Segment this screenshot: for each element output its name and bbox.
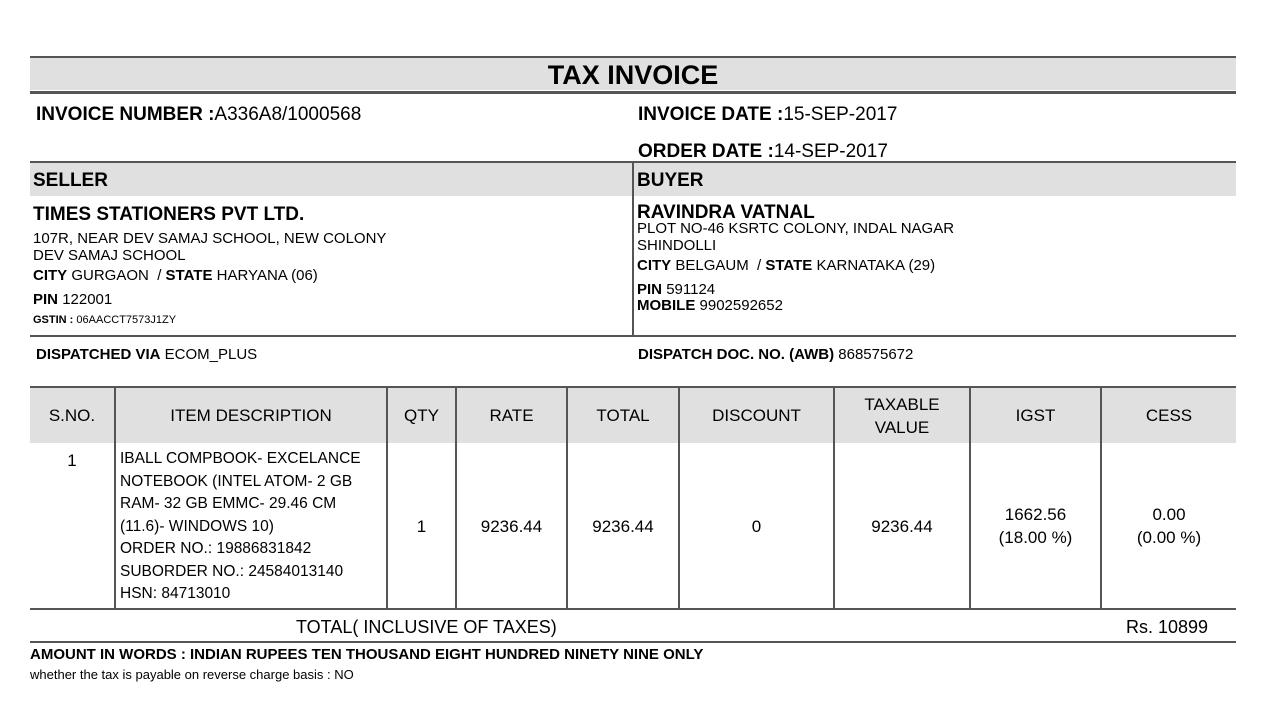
description-line: SUBORDER NO.: 24584013140 (120, 562, 344, 580)
invoice-number (36, 104, 361, 126)
igst-rate: (18.00 %) (998, 528, 1073, 547)
invoice-date-value: 15-SEP-2017 (783, 104, 898, 125)
igst-amount: 1662.56 (1004, 505, 1067, 524)
buyer-name: RAVINDRA VATNAL (637, 202, 815, 223)
seller-pin-value: 122001 (62, 291, 113, 308)
seller-heading: SELLER (33, 170, 108, 191)
total-amount: Rs. 10899 (1126, 617, 1209, 637)
header-qty: QTY (404, 406, 439, 425)
buyer-mobile-value: 9902592652 (699, 297, 783, 314)
row-discount: 0 (751, 516, 762, 536)
buyer-state-label: STATE (765, 257, 813, 274)
invoice-date-label: INVOICE DATE : (638, 104, 784, 125)
header-cess: CESS (1145, 406, 1193, 425)
buyer-address-line1: PLOT NO-46 KSRTC COLONY, INDAL NAGAR (637, 220, 955, 237)
seller-state: HARYANA (06) (216, 267, 318, 284)
row-qty: 1 (416, 516, 427, 536)
header-taxable-value (835, 388, 969, 443)
header-total: TOTAL (596, 406, 650, 425)
buyer-mobile-label: MOBILE (637, 297, 696, 314)
cess-rate: (0.00 %) (1136, 528, 1202, 547)
party-bottom-rule (30, 335, 1236, 337)
dispatched-via (36, 346, 257, 363)
dispatch-awb-value: 868575672 (838, 346, 914, 363)
total-bottom-rule (30, 641, 1236, 643)
buyer-city-label: CITY (637, 257, 672, 274)
seller-pin (33, 291, 112, 308)
description-line: (11.6)- WINDOWS 10) (120, 517, 274, 535)
seller-gstin (33, 314, 176, 327)
description-line: NOTEBOOK (INTEL ATOM- 2 GB (120, 472, 353, 490)
seller-city-label: CITY (33, 267, 68, 284)
seller-city: GURGAON (71, 267, 149, 284)
seller-city-state: CITY GURGAON / STATE HARYANA (06) (33, 267, 318, 284)
invoice-date (638, 104, 897, 126)
seller-address-line2: DEV SAMAJ SCHOOL (33, 247, 186, 264)
dispatched-via-label: DISPATCHED VIA (36, 346, 161, 363)
buyer-state: KARNATAKA (29) (816, 257, 936, 274)
header-taxable-line2: VALUE (874, 417, 930, 437)
description-line: RAM- 32 GB EMMC- 29.46 CM (120, 495, 337, 512)
description-line: ORDER NO.: 19886831842 (120, 540, 312, 557)
title-bottom-rule (30, 91, 1236, 94)
invoice-title: TAX INVOICE (547, 60, 719, 90)
amount-in-words: AMOUNT IN WORDS : INDIAN RUPEES TEN THOUSAND EIGHT HUNDRED NINETY NINE ONLY (30, 646, 704, 663)
header-discount: DISCOUNT (712, 406, 801, 425)
row-rate: 9236.44 (480, 516, 543, 536)
header-sno: S.NO. (48, 406, 96, 425)
buyer-city-state: CITY BELGAUM / STATE KARNATAKA (29) (637, 257, 936, 274)
buyer-heading: BUYER (637, 170, 704, 191)
header-rate: RATE (489, 406, 534, 425)
buyer-mobile (637, 297, 783, 314)
dispatch-awb-label: DISPATCH DOC. NO. (AWB) (638, 346, 835, 363)
seller-name: TIMES STATIONERS PVT LTD. (33, 204, 305, 225)
header-description: ITEM DESCRIPTION (170, 406, 332, 425)
invoice-number-label: INVOICE NUMBER : (36, 104, 215, 125)
row-taxable-value: 9236.44 (871, 516, 933, 536)
total-label: TOTAL( INCLUSIVE OF TAXES) (296, 617, 557, 637)
seller-state-label: STATE (165, 267, 213, 284)
dispatch-awb (638, 346, 913, 363)
buyer-address-line2: SHINDOLLI (637, 237, 717, 254)
table-bottom-rule (30, 608, 1236, 610)
dispatched-via-value: ECOM_PLUS (164, 346, 258, 363)
seller-gstin-label: GSTIN : (33, 314, 74, 326)
row-description (120, 448, 361, 606)
description-line: HSN: 84713010 (120, 585, 231, 602)
row-igst (971, 445, 1100, 607)
description-line: IBALL COMPBOOK- EXCELANCE (120, 450, 361, 467)
order-date-label: ORDER DATE : (638, 141, 774, 162)
party-divider (632, 163, 634, 335)
buyer-pin (637, 281, 715, 298)
reverse-charge-note: whether the tax is payable on reverse charge basis : NO (30, 667, 354, 682)
buyer-city: BELGAUM (675, 257, 749, 274)
buyer-pin-label: PIN (637, 281, 663, 298)
order-date-value: 14-SEP-2017 (773, 141, 888, 162)
buyer-pin-value: 591124 (666, 281, 716, 298)
row-sno: 1 (67, 451, 77, 470)
header-taxable-line1: TAXABLE (864, 394, 940, 414)
cess-amount: 0.00 (1152, 505, 1186, 524)
row-total: 9236.44 (592, 516, 654, 536)
order-date (638, 141, 888, 163)
row-cess (1102, 445, 1236, 607)
invoice-number-value: A336A8/1000568 (214, 104, 362, 125)
seller-pin-label: PIN (33, 291, 59, 308)
seller-gstin-value: 06AACCT7573J1ZY (76, 314, 177, 326)
header-igst: IGST (1015, 406, 1056, 425)
seller-address-line1: 107R, NEAR DEV SAMAJ SCHOOL, NEW COLONY (33, 230, 387, 247)
